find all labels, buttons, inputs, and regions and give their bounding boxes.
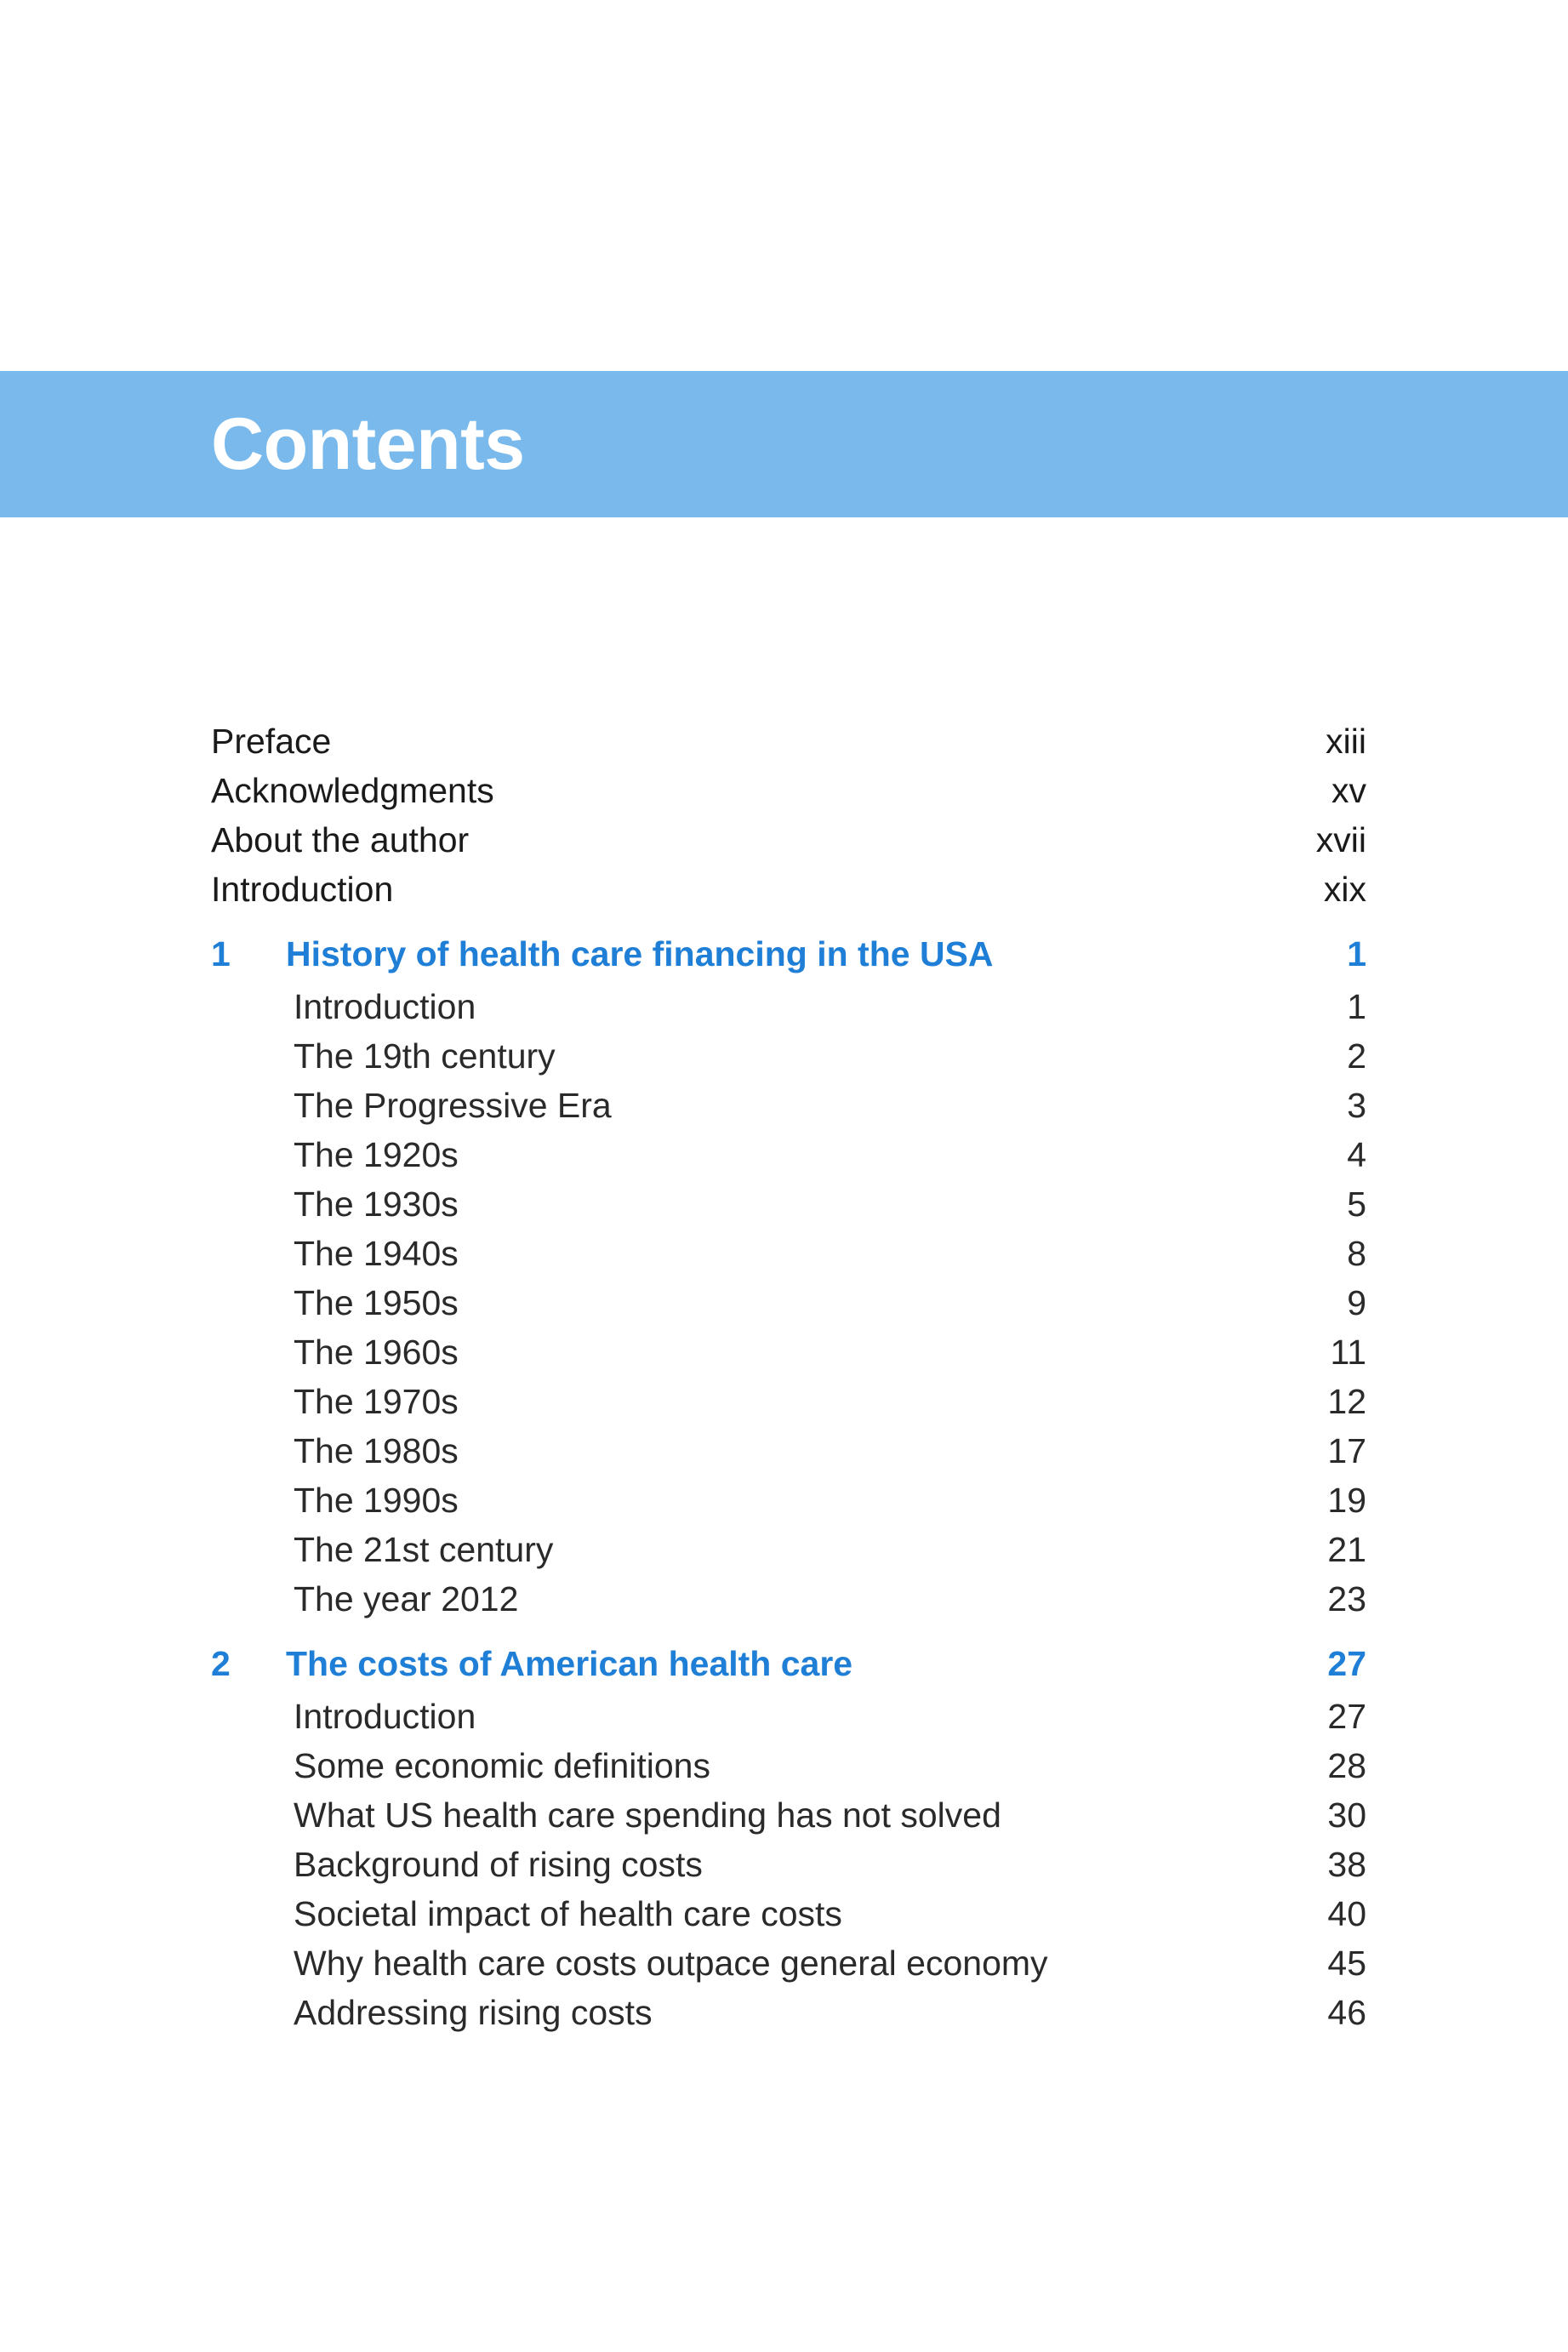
toc-section-label: What US health care spending has not solved: [294, 1795, 1001, 1835]
toc-section-page: 30: [1327, 1795, 1366, 1835]
toc-section-entry[interactable]: [211, 1692, 1366, 1741]
chapter-number: 1: [211, 934, 231, 973]
toc-section-label: Societal impact of health care costs: [294, 1894, 842, 1933]
toc-section-page: 27: [1327, 1697, 1366, 1736]
chapter-heading-label: [211, 928, 994, 980]
toc-section-page: 12: [1327, 1382, 1366, 1421]
chapter-page: 1: [1347, 934, 1366, 973]
toc-entry-preface[interactable]: [211, 716, 1366, 766]
toc-section-label: The 19th century: [294, 1036, 556, 1076]
toc-section-page: 11: [1330, 1333, 1366, 1372]
toc-section-page: 3: [1347, 1086, 1366, 1125]
toc-section-entry[interactable]: [211, 1081, 1366, 1130]
toc-section-label: The 1970s: [294, 1382, 459, 1421]
chapter-page: 27: [1327, 1644, 1366, 1683]
toc-section-entry[interactable]: [211, 1476, 1366, 1525]
toc-section-entry[interactable]: [211, 1179, 1366, 1229]
chapter-2-sections: [211, 1692, 1366, 2037]
toc-section-entry[interactable]: [211, 1741, 1366, 1790]
toc-section-page: 23: [1327, 1579, 1366, 1618]
toc-entry-label: About the author: [211, 820, 470, 859]
toc-entry-label: Preface: [211, 722, 332, 761]
toc-section-page: 5: [1347, 1185, 1366, 1224]
chapter-1-sections: [211, 982, 1366, 1624]
toc-section-label: Introduction: [294, 987, 476, 1026]
toc-section-entry[interactable]: [211, 1574, 1366, 1624]
toc-entry-page: xv: [1331, 771, 1366, 810]
toc-section-page: 8: [1347, 1234, 1366, 1273]
toc-section-page: 46: [1327, 1993, 1366, 2032]
toc-section-page: 9: [1347, 1283, 1366, 1322]
toc-section-label: The 1980s: [294, 1431, 459, 1470]
chapter-number: 2: [211, 1644, 231, 1683]
toc-section-page: 40: [1327, 1894, 1366, 1933]
toc-section-page: 1: [1347, 987, 1366, 1026]
toc-section-entry[interactable]: [211, 982, 1366, 1031]
toc-section-entry[interactable]: [211, 1525, 1366, 1574]
toc-entry-about-the-author[interactable]: [211, 815, 1366, 865]
chapter-heading-label: [211, 1637, 852, 1690]
chapter-1-block: [211, 928, 1366, 1624]
page-title: Contents: [211, 403, 525, 485]
toc-section-label: The 1950s: [294, 1283, 459, 1322]
toc-section-entry[interactable]: [211, 1327, 1366, 1377]
toc-section-entry[interactable]: [211, 1988, 1366, 2037]
chapter-heading-2[interactable]: [211, 1637, 1366, 1690]
toc-section-label: The 1990s: [294, 1481, 459, 1520]
toc-section-label: Some economic definitions: [294, 1746, 710, 1785]
toc-section-entry[interactable]: [211, 1889, 1366, 1938]
toc-section-page: 19: [1327, 1481, 1366, 1520]
toc-section-label: The year 2012: [294, 1579, 519, 1618]
toc-entry-label: Introduction: [211, 870, 394, 909]
toc-section-entry[interactable]: [211, 1938, 1366, 1988]
toc-section-entry[interactable]: [211, 1278, 1366, 1327]
toc-section-label: The 1920s: [294, 1135, 459, 1174]
toc-section-page: 28: [1327, 1746, 1366, 1785]
chapter-2-block: [211, 1637, 1366, 2037]
toc-section-entry[interactable]: [211, 1840, 1366, 1889]
toc-entry-label: Acknowledgments: [211, 771, 494, 810]
toc-section-label: Introduction: [294, 1697, 476, 1736]
toc-section-label: The Progressive Era: [294, 1086, 612, 1125]
toc-section-page: 2: [1347, 1036, 1366, 1076]
title-band: [0, 371, 1568, 517]
table-of-contents: [211, 716, 1366, 2037]
toc-section-page: 45: [1327, 1944, 1366, 1983]
toc-entry-acknowledgments[interactable]: [211, 766, 1366, 815]
toc-section-page: 38: [1327, 1845, 1366, 1884]
toc-section-entry[interactable]: [211, 1790, 1366, 1840]
toc-section-label: Background of rising costs: [294, 1845, 703, 1884]
toc-entry-introduction[interactable]: [211, 865, 1366, 914]
toc-section-page: 21: [1327, 1530, 1366, 1569]
chapter-title: The costs of American health care: [286, 1644, 853, 1683]
toc-entry-page: xvii: [1315, 820, 1366, 859]
toc-section-entry[interactable]: [211, 1031, 1366, 1081]
toc-entry-page: xix: [1323, 870, 1366, 909]
toc-section-label: Why health care costs outpace general economy: [294, 1944, 1048, 1983]
toc-section-label: The 1960s: [294, 1333, 459, 1372]
toc-section-entry[interactable]: [211, 1377, 1366, 1426]
toc-section-label: Addressing rising costs: [294, 1993, 653, 2032]
toc-section-label: The 1930s: [294, 1185, 459, 1224]
chapter-title: History of health care financing in the USA: [286, 934, 994, 973]
toc-section-entry[interactable]: [211, 1229, 1366, 1278]
toc-section-entry[interactable]: [211, 1130, 1366, 1179]
toc-section-label: The 1940s: [294, 1234, 459, 1273]
toc-section-page: 17: [1327, 1431, 1366, 1470]
toc-section-label: The 21st century: [294, 1530, 554, 1569]
toc-entry-page: xiii: [1326, 722, 1366, 761]
chapter-heading-1[interactable]: [211, 928, 1366, 980]
toc-section-page: 4: [1347, 1135, 1366, 1174]
toc-section-entry[interactable]: [211, 1426, 1366, 1476]
